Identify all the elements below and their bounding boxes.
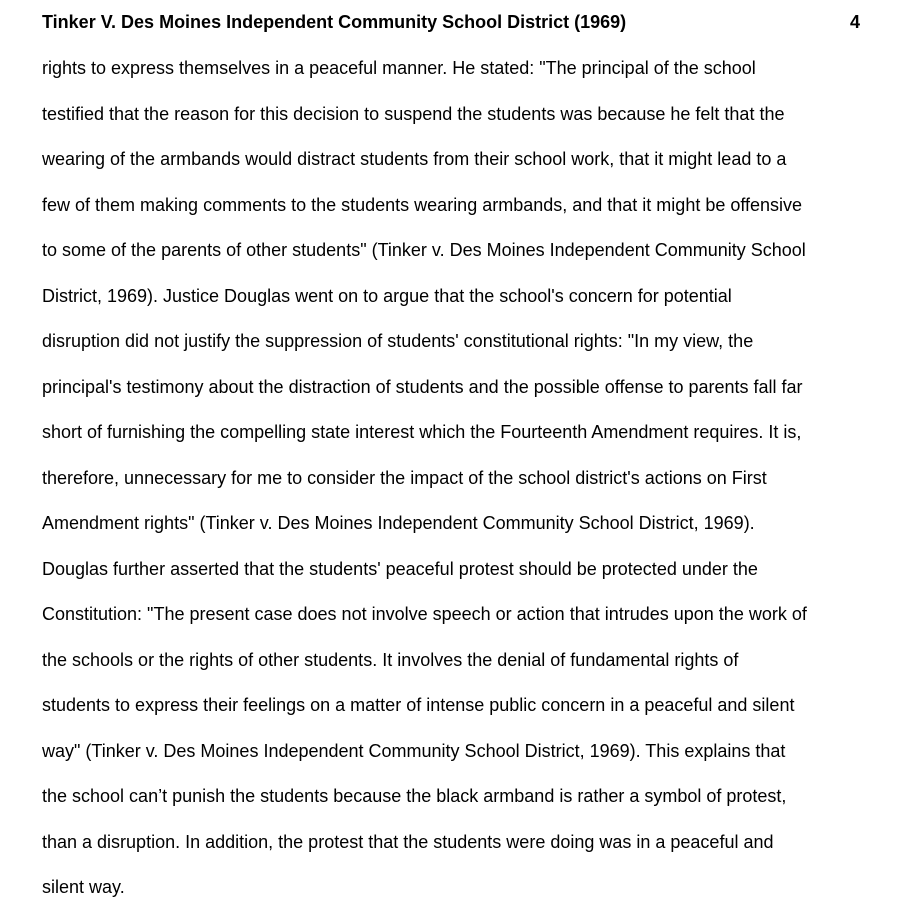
- text-line: the school can’t punish the students because the black armband is rather a symbol of protest,: [42, 786, 787, 806]
- running-head-title: Tinker V. Des Moines Independent Community School District (1969): [42, 12, 627, 32]
- text-line: disruption did not justify the suppression of students' constitutional rights: "In my view, the: [42, 331, 754, 351]
- body-paragraph: [42, 56, 888, 921]
- text-line: rights to express themselves in a peaceful manner. He stated: "The principal of the school: [42, 58, 756, 78]
- text-line: testified that the reason for this decision to suspend the students was because he felt that the: [42, 103, 785, 124]
- text-line: wearing of the armbands would distract students from their school work, that it might lead to a: [42, 149, 787, 169]
- text-line: District, 1969). Justice Douglas went on to argue that the school's concern for potential: [42, 285, 732, 306]
- text-line: way" (Tinker v. Des Moines Independent Community School District, 1969). This explains that: [42, 740, 786, 761]
- text-line: than a disruption. In addition, the protest that the students were doing was in a peaceful and: [42, 831, 774, 852]
- text-line: few of them making comments to the students wearing armbands, and that it might be offensive: [42, 194, 803, 215]
- text-line: students to express their feelings on a matter of intense public concern in a peaceful and silent: [42, 695, 795, 715]
- text-line: to some of the parents of other students" (Tinker v. Des Moines Independent Community School: [42, 240, 806, 260]
- text-line: therefore, unnecessary for me to consider the impact of the school district's actions on First: [42, 467, 767, 488]
- text-line: silent way.: [42, 877, 125, 897]
- page-number: 4: [849, 12, 860, 32]
- text-line: short of furnishing the compelling state interest which the Fourteenth Amendment requires. It is,: [42, 422, 802, 442]
- text-line: Constitution: "The present case does not involve speech or action that intrudes upon the work of: [42, 604, 807, 624]
- text-line: Amendment rights" (Tinker v. Des Moines Independent Community School District, 1969).: [42, 513, 755, 533]
- running-head: [42, 10, 860, 34]
- text-line: Douglas further asserted that the students' peaceful protest should be protected under the: [42, 558, 758, 579]
- text-line: principal's testimony about the distraction of students and the possible offense to parents fall far: [42, 376, 803, 397]
- text-line: the schools or the rights of other students. It involves the denial of fundamental rights of: [42, 649, 739, 670]
